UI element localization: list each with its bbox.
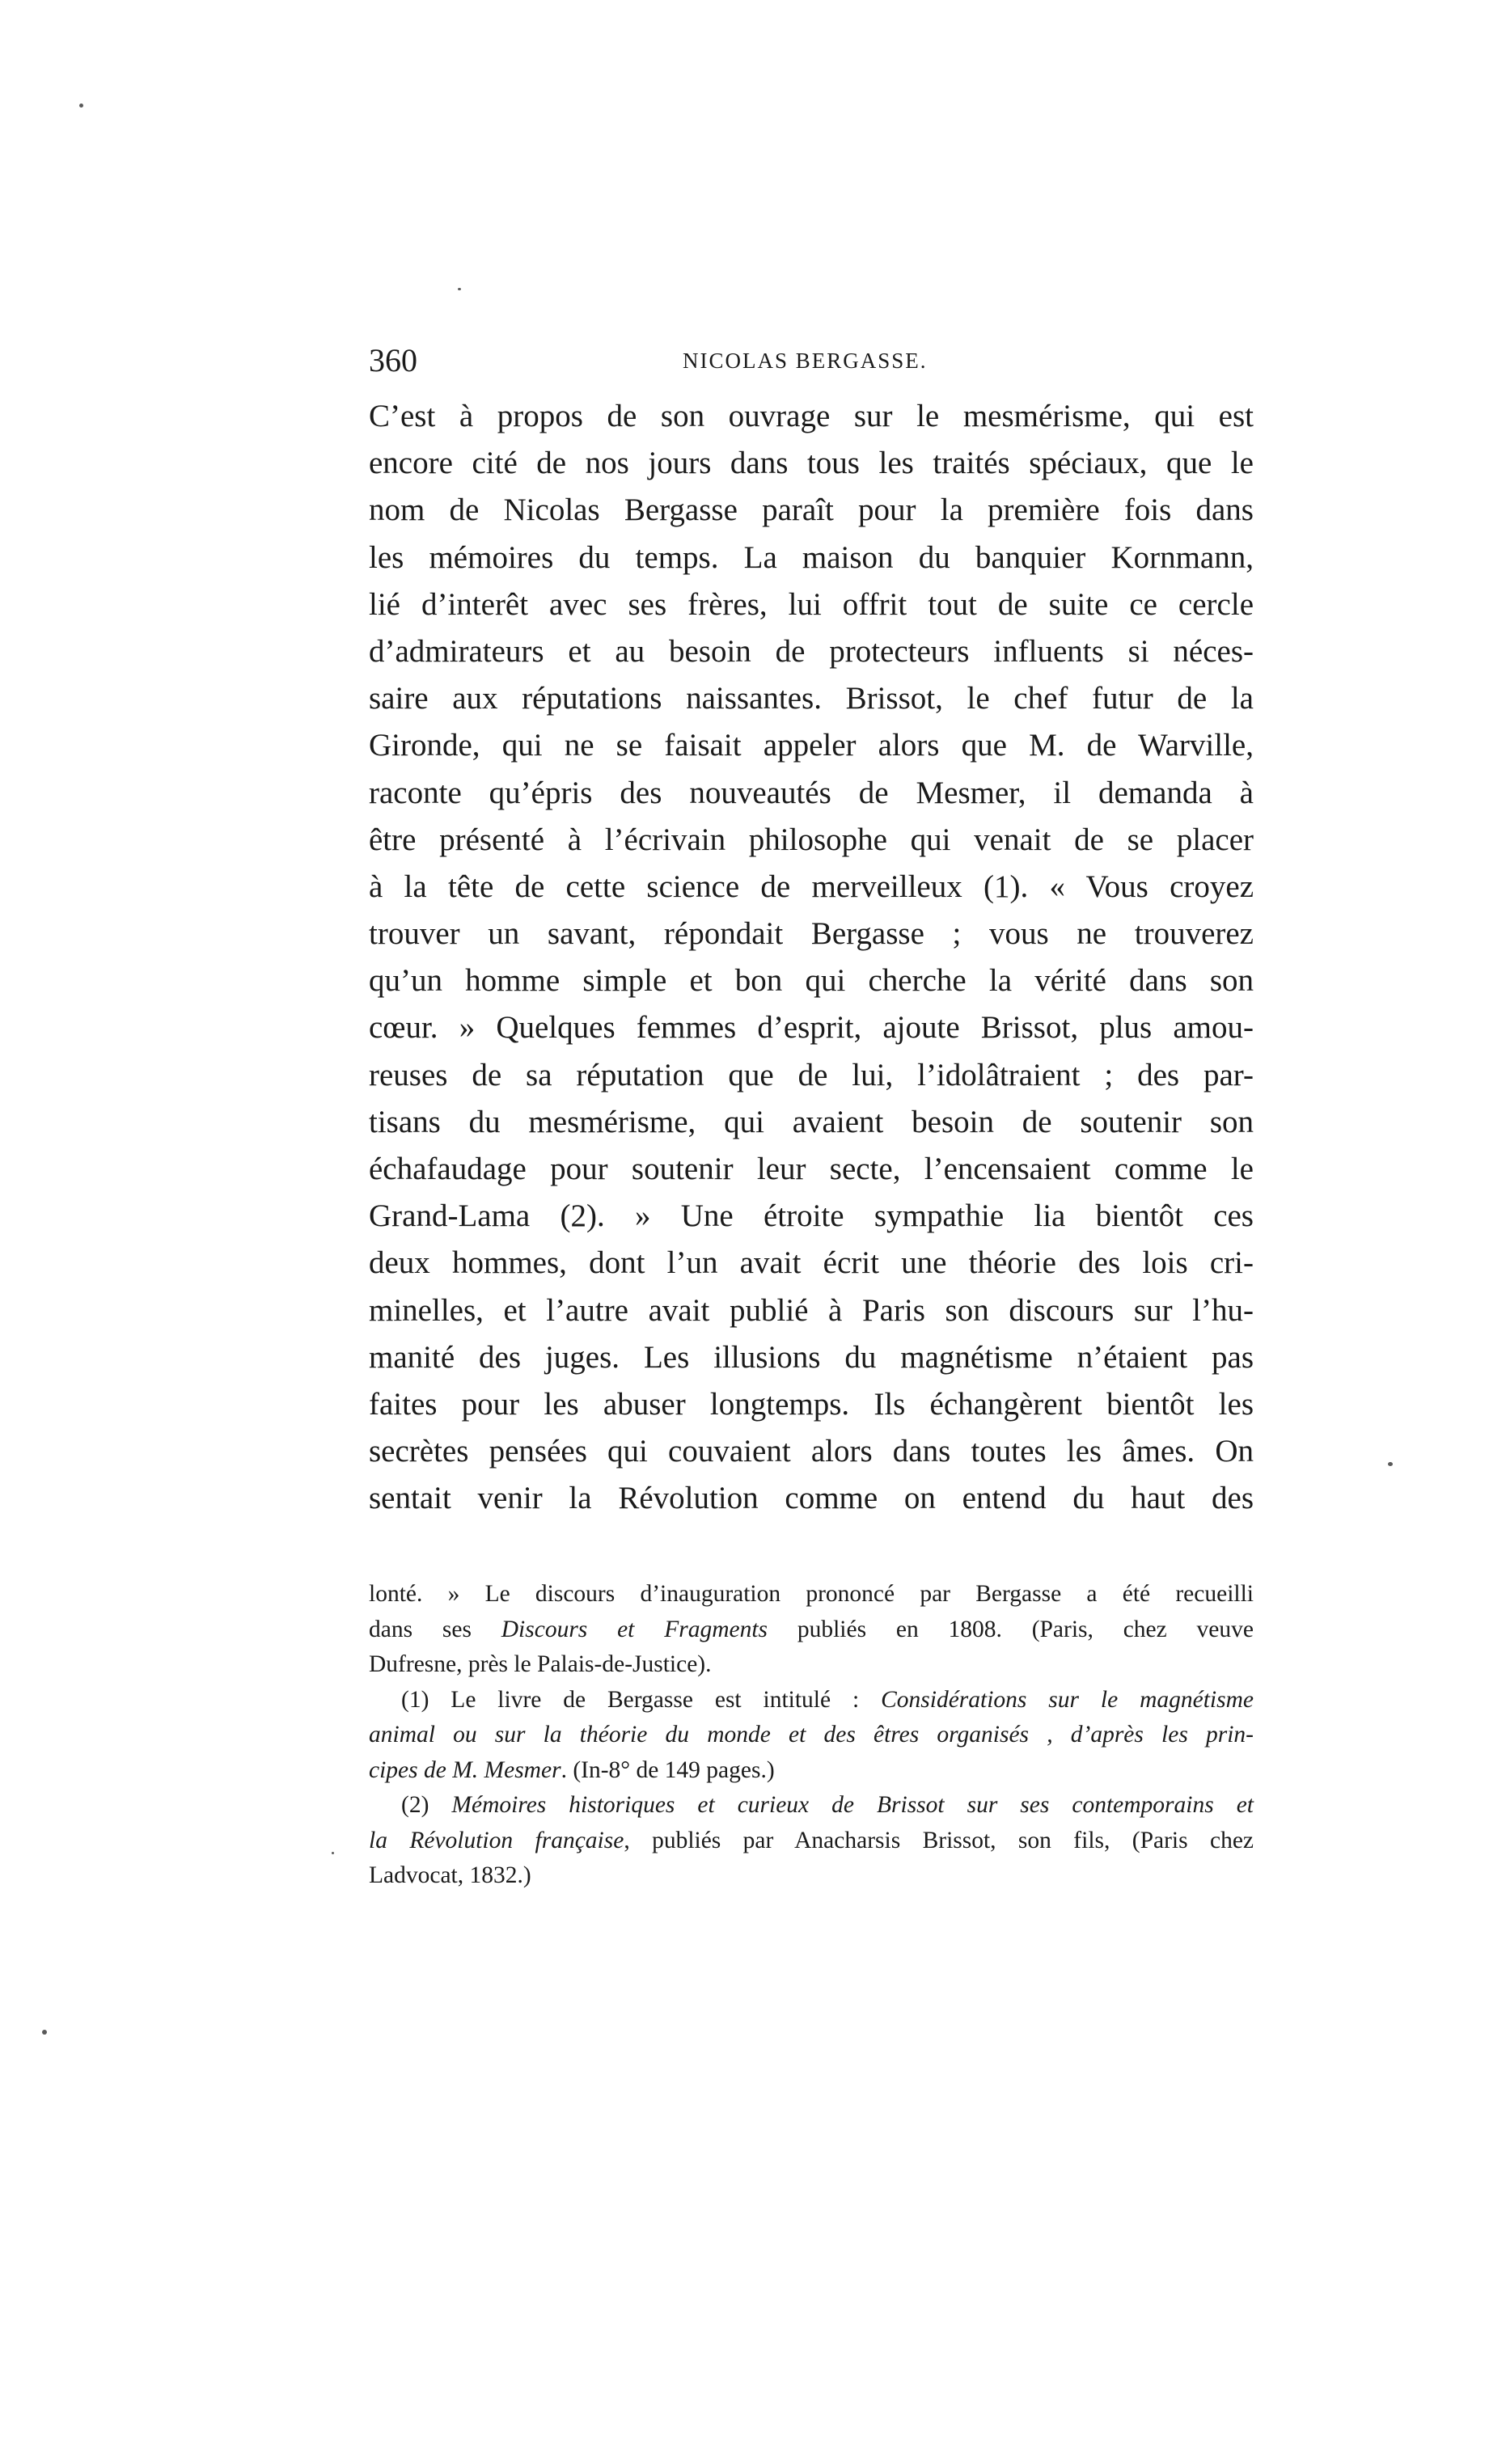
footnote-continued-line: Dufresne, près le Palais-de-Justice).: [369, 1651, 712, 1677]
paper-speck: [1388, 1462, 1393, 1466]
paper-speck: [42, 2030, 47, 2035]
text-line: raconte qu’épris des nouveautés de Mesmer, il demanda à: [369, 775, 1254, 810]
text-line: manité des juges. Les illusions du magnétisme n’étaient pas: [369, 1339, 1254, 1375]
paper-speck: [458, 288, 461, 290]
text-line: nom de Nicolas Bergasse paraît pour la première fois dans: [369, 492, 1254, 528]
page-number: 360: [369, 342, 417, 378]
text-line: cœur. » Quelques femmes d’esprit, ajoute Brissot, plus amou-: [369, 1010, 1254, 1046]
text-line: minelles, et l’autre avait publié à Paris son discours sur l’hu-: [369, 1292, 1254, 1328]
text-line: Gironde, qui ne se faisait appeler alors que M. de Warville,: [369, 728, 1254, 763]
text-line: trouver un savant, répondait Bergasse ; vous ne trouverez: [369, 916, 1254, 952]
paper-speck: [79, 104, 83, 108]
text-line: qu’un homme simple et bon qui cherche la vérité dans son: [369, 963, 1254, 999]
footnote-continued-line: [369, 1612, 1254, 1648]
footnote-text: (1) Le livre de Bergasse est intitulé :: [401, 1686, 882, 1713]
footnote-title: Discours et Fragments: [501, 1616, 768, 1642]
body-text: [369, 393, 1254, 1523]
footnote-text: , publiés par Anacharsis Brissot, son fils, (Paris chez: [624, 1827, 1254, 1853]
text-line: encore cité de nos jours dans tous les traités spéciaux, que le: [369, 446, 1254, 481]
text-line: lié d’interêt avec ses frères, lui offrit tout de suite ce cercle: [369, 586, 1254, 622]
text-line: les mémoires du temps. La maison du banquier Kornmann,: [369, 539, 1254, 575]
text-line: échafaudage pour soutenir leur secte, l’encensaient comme le: [369, 1152, 1254, 1186]
text-line: secrètes pensées qui couvaient alors dans toutes les âmes. On: [369, 1434, 1254, 1469]
footnote-text: publiés en 1808. (Paris, chez veuve: [768, 1616, 1254, 1642]
footnote-text: (2): [401, 1792, 452, 1818]
running-head: [369, 340, 1254, 382]
text-line: saire aux réputations naissantes. Brissot, le chef futur de la: [369, 681, 1254, 716]
footnote-2-line: [369, 1824, 1254, 1859]
text-line: tisans du mesmérisme, qui avaient besoin de soutenir son: [369, 1104, 1254, 1139]
text-line: faites pour les abuser longtemps. Ils échangèrent bientôt les: [369, 1386, 1254, 1422]
footnote-text: . (In-8° de 149 pages.): [560, 1756, 775, 1783]
footnote-title: Mémoires historiques et curieux de Brissot sur ses contemporains et: [451, 1792, 1254, 1818]
text-line: sentait venir la Révolution comme on entend du haut des: [369, 1481, 1254, 1516]
footnote-title: Considérations sur le magnétisme: [881, 1686, 1254, 1713]
text-line: Grand-Lama (2). » Une étroite sympathie lia bientôt ces: [369, 1198, 1254, 1234]
footnote-2-line: [369, 1788, 1254, 1824]
text-line: être présenté à l’écrivain philosophe qui venait de se placer: [369, 822, 1254, 857]
footnote-continued-line: lonté. » Le discours d’inauguration prononcé par Bergasse a été recueilli: [369, 1581, 1254, 1607]
footnote-title: animal ou sur la théorie du monde et des êtres organisés , d’après les prin-: [369, 1722, 1254, 1748]
text-line: deux hommes, dont l’un avait écrit une théorie des lois cri-: [369, 1245, 1254, 1281]
text-line: reuses de sa réputation que de lui, l’idolâtraient ; des par-: [369, 1057, 1254, 1093]
paper-speck: [332, 1852, 334, 1854]
footnotes: [369, 1577, 1254, 1894]
text-line: d’admirateurs et au besoin de protecteurs influents si néces-: [369, 633, 1254, 669]
footnote-1-line: [369, 1753, 1254, 1789]
footnote-text: dans ses: [369, 1616, 501, 1642]
footnote-title: cipes de M. Mesmer: [369, 1756, 561, 1783]
footnote-title: la Révolution française: [369, 1827, 624, 1853]
running-title: NICOLAS BERGASSE.: [683, 349, 928, 373]
text-line: à la tête de cette science de merveilleux (1). « Vous croyez: [369, 869, 1254, 904]
footnote-1-line: [369, 1718, 1254, 1753]
footnote-2-line: Ladvocat, 1832.): [369, 1862, 531, 1888]
text-line: C’est à propos de son ouvrage sur le mesmérisme, qui est: [369, 399, 1254, 433]
footnote-1-line: [369, 1683, 1254, 1718]
